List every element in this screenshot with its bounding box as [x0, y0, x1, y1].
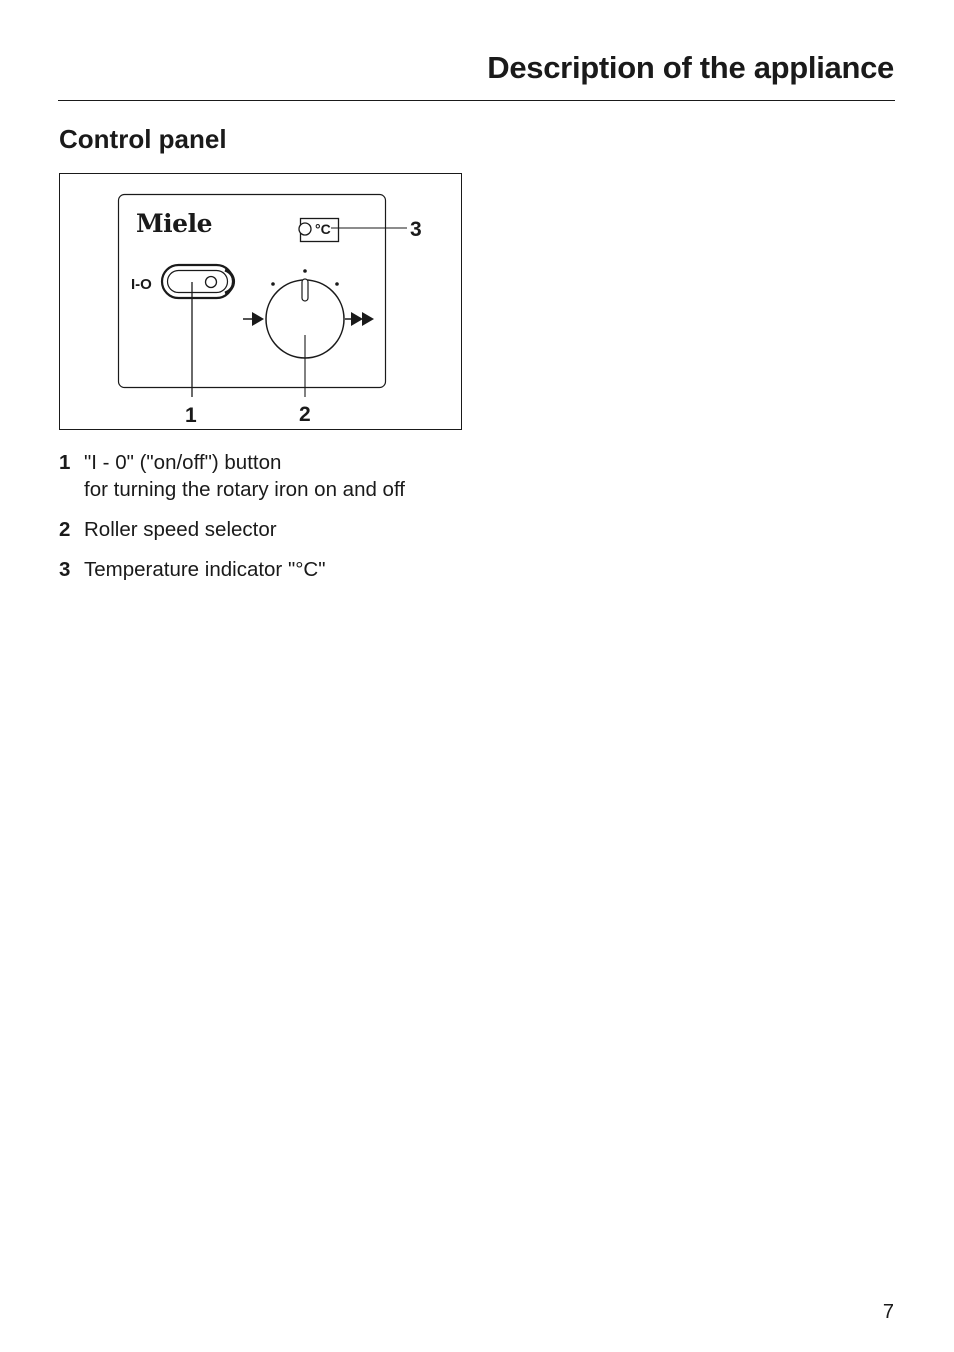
indicator-label: °C [315, 221, 331, 237]
header-divider [58, 100, 895, 101]
switch-label: I-O [131, 276, 152, 293]
page-title: Description of the appliance [487, 50, 894, 85]
dial-dot-left [271, 282, 275, 286]
legend-item [59, 449, 479, 503]
indicator-lamp-icon [299, 223, 311, 235]
legend-number: 2 [59, 518, 71, 541]
temperature-indicator [299, 219, 339, 242]
legend-text: Temperature indicator "°C" [84, 558, 326, 581]
legend-item [59, 516, 479, 543]
callout-3: 3 [410, 218, 422, 241]
callout-2: 2 [299, 403, 311, 426]
switch-lamp-icon [206, 277, 217, 288]
dial-dot-center [303, 269, 307, 273]
legend-text: "I - 0" ("on/off") button [84, 451, 282, 474]
legend-item [59, 556, 479, 583]
page-number: 7 [882, 1301, 894, 1323]
legend-number: 3 [59, 558, 71, 581]
legend-text: Roller speed selector [84, 518, 277, 541]
section-title: Control panel [59, 124, 227, 154]
control-panel-figure [59, 173, 462, 430]
legend-list [59, 449, 479, 596]
dial-dot-right [335, 282, 339, 286]
legend-number: 1 [59, 451, 71, 474]
control-panel-diagram [59, 173, 462, 430]
brand-logo: Miele [136, 209, 212, 238]
callout-1: 1 [185, 404, 197, 427]
dial-pointer [302, 279, 308, 301]
legend-text-continued: for turning the rotary iron on and off [84, 478, 405, 501]
